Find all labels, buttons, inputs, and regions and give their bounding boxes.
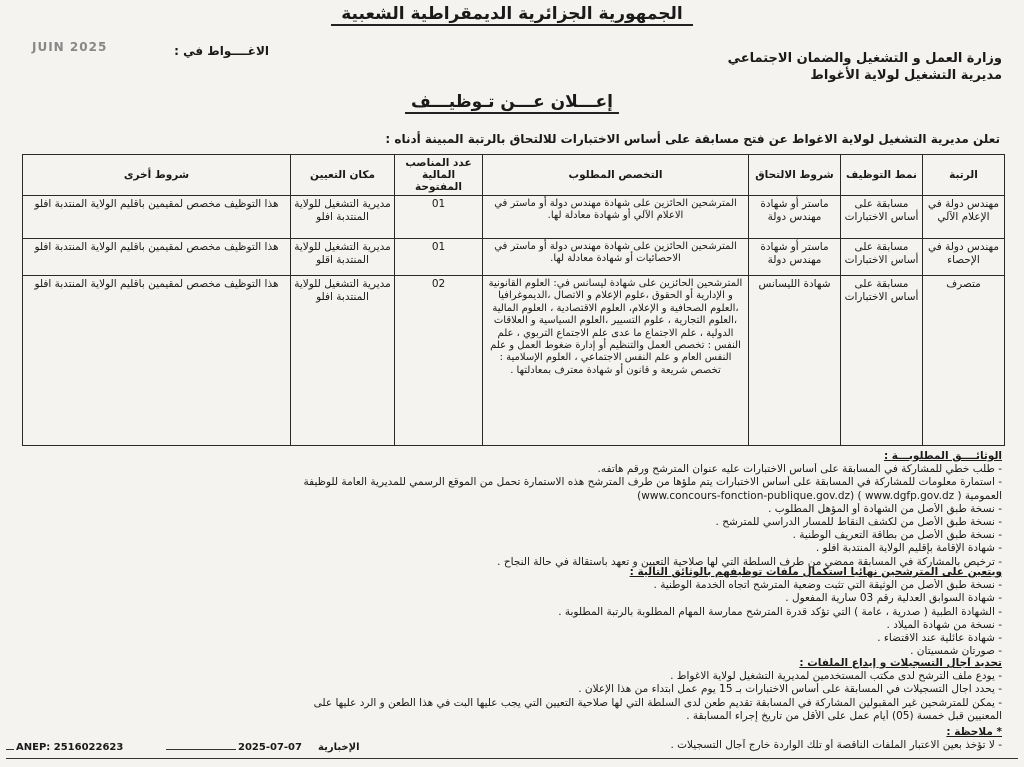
col-header-specialty: التخصص المطلوب <box>483 155 749 196</box>
cell-specialty: المترشحين الحائزين على شهادة مهندس دولة أو ماستر في الاعلام الآلي أو شهادة معادلة لها. <box>483 196 749 239</box>
positions-table <box>22 154 1005 446</box>
city-date-line: الاغــــواط في : <box>174 44 269 58</box>
list-item: - شهادة الإقامة بإقليم الولاية المنتدبة افلو . <box>815 542 1002 555</box>
section-heading: ويتعين على المترشحين نهائيا استكمال ملفات توظيفهم بالوثائق التالية : <box>629 566 1002 578</box>
cell-place: مديرية التشغيل للولاية المنتدبة افلو <box>291 196 395 239</box>
list-item: - يمكن للمترشحين غير المقبولين المشاركة في المسابقة تقديم طعن لدى السلطة التي لها صلاحية التعيين التي يجب عليها البت في هذا الطعن و الرد عليها على <box>313 696 1002 709</box>
final-documents <box>22 566 1002 658</box>
list-item: - استمارة معلومات للمشاركة في المسابقة على أساس الاختبارات يتم ملؤها من طرف المترشح هذه الاستمارة تحمل من الموقع الرسمي للمديرية العامة للوظيفة <box>303 476 1002 489</box>
list-item: - نسخة من شهادة الميلاد . <box>886 618 1002 631</box>
list-item: - الشهادة الطبية ( صدرية ، عامة ) التي تؤكد قدرة المترشح ممارسة المهام المطلوبة بالرتبة المطلوبة . <box>558 605 1002 618</box>
newspaper-name: الإخبارية <box>318 742 360 753</box>
cell-rank: مهندس دولة في الإعلام الآلي <box>923 196 1005 239</box>
date-stamp: JUIN 2025 <box>32 40 108 54</box>
table-row <box>23 196 1005 239</box>
cell-place: مديرية التشغيل للولاية المنتدبة افلو <box>291 276 395 446</box>
col-header-other: شروط أخرى <box>23 155 291 196</box>
footer <box>6 740 1018 759</box>
cell-specialty: المترشحين الحائزين على شهادة ليسانس في: العلوم القانونية و الإدارية أو الحقوق ،علوم الإعلام و الاتصال ،الديموغرافيا ،العلوم الصحافية و الإعلام، العلوم الاقتصادية ، العلوم المالية ،العلوم التجارية ، علوم التسيير ،العلوم السياسية و العلاقات الدولية ، علم الاجتماع ما عدى علم الاجتماع التربوي ، علم النفس : تخصص العمل والتنظيم أو إدارة ضغوط العمل و علم النفس العام و علم النفس الاجتماعي ، العلوم الإسلامية : تخصص شريعة و قانون أو شهادة معترف بمعادلتها . <box>483 276 749 446</box>
list-item: - صورتان شمسيتان . <box>910 645 1002 658</box>
section-heading: الوثائــــق المطلوبـــة : <box>883 450 1002 462</box>
cell-other: هذا التوظيف مخصص لمقيمين باقليم الولاية المنتدبة افلو <box>23 196 291 239</box>
cell-conditions: ماستر أو شهادة مهندس دولة <box>749 239 841 276</box>
required-documents <box>22 450 1002 569</box>
table-row <box>23 239 1005 276</box>
cell-mode: مسابقة على أساس الاختبارات <box>841 239 923 276</box>
table-header-row <box>23 155 1005 196</box>
list-item: - نسخة طبق الأصل من لكشف النقاط للمسار الدراسي للمترشح . <box>715 516 1002 529</box>
col-header-rank: الرتبة <box>923 155 1005 196</box>
page-title: إعـــلان عـــن تـوظيـــف <box>0 92 1024 112</box>
list-item: - طلب خطي للمشاركة في المسابقة على أساس الاختبارات عليه عنوان المترشح ورقم هاتفه. <box>597 463 1002 476</box>
ministry-name: وزارة العمل و التشغيل والضمان الاجتماعي <box>727 51 1002 66</box>
cell-conditions: ماستر أو شهادة مهندس دولة <box>749 196 841 239</box>
footer-rule <box>166 749 236 750</box>
list-item: - نسخة طبق الأصل من الشهادة أو المؤهل المطلوب . <box>768 502 1002 515</box>
list-item: العمومية ( www.dgfp.gov.dz ) (www.concours-fonction-publique.gov.dz) <box>637 489 1002 502</box>
cell-mode: مسابقة على أساس الاختبارات <box>841 276 923 446</box>
list-item: - يودع ملف الترشح لدى مكتب المستخدمين لمديرية التشغيل لولاية الاغواط . <box>670 670 1002 683</box>
cell-mode: مسابقة على أساس الاختبارات <box>841 196 923 239</box>
list-item: - شهادة عائلية عند الاقتضاء . <box>877 632 1002 645</box>
section-heading: تحديد آجال التسجيلات و إيداع الملفات : <box>799 657 1002 669</box>
list-item: - نسخة طبق الأصل من بطاقة التعريف الوطنية . <box>792 529 1002 542</box>
table-row <box>23 276 1005 446</box>
cell-posts: 01 <box>395 239 483 276</box>
anep-code: ANEP: 2516022623 <box>16 742 124 753</box>
footer-rule <box>6 749 14 750</box>
cell-specialty: المترشحين الحائزين على شهادة مهندس دولة أو ماستر في الاحصائيات أو شهادة معادلة لها. <box>483 239 749 276</box>
list-item: - شهادة السوابق العدلية رقم 03 سارية المفعول . <box>785 592 1002 605</box>
cell-other: هذا التوظيف مخصص لمقيمين باقليم الولاية المنتدبة افلو <box>23 276 291 446</box>
col-header-posts: عدد المناصب المالية المفتوحة <box>395 155 483 196</box>
list-item: - نسخة طبق الأصل من الوثيقة التي تثبت وضعية المترشح اتجاه الخدمة الوطنية . <box>653 579 1002 592</box>
cell-posts: 01 <box>395 196 483 239</box>
list-item: - يحدد اجال التسجيلات في المسابقة على أساس الاختبارات بـ 15 يوم عمل ابتداء من هذا الإعلان . <box>578 683 1002 696</box>
section-heading: * ملاحظة : <box>946 726 1002 738</box>
cell-conditions: شهادة الليسانس <box>749 276 841 446</box>
cell-posts: 02 <box>395 276 483 446</box>
issuing-authority <box>728 50 1002 84</box>
list-item: - ترخيص بالمشاركة في المسابقة ممضي من طرف السلطة التي لها صلاحية التعيين و تعهد باستقالة في حالة النجاح . <box>497 555 1002 568</box>
col-header-conditions: شروط الالتحاق <box>749 155 841 196</box>
directorate-name: مديرية التشغيل لولاية الأغواط <box>810 68 1002 83</box>
col-header-mode: نمط التوظيف <box>841 155 923 196</box>
cell-rank: مهندس دولة في الإحصاء <box>923 239 1005 276</box>
cell-place: مديرية التشغيل للولاية المنتدبة اقلو <box>291 239 395 276</box>
list-item: المعنيين قبل خمسة (05) أيام عمل على الأقل من تاريخ إجراء المسابقة . <box>686 709 1002 722</box>
republic-header: الجمهورية الجزائرية الديمقراطية الشعبية <box>0 4 1024 24</box>
cell-rank: متصرف <box>923 276 1005 446</box>
deposit-section <box>22 657 1002 723</box>
cell-other: هذا التوظيف مخصص لمقيمين باقليم الولاية المنتدبة افلو <box>23 239 291 276</box>
intro-text: تعلن مديرية التشغيل لولاية الاغواط عن فتح مسابقة على أساس الاختبارات للالتحاق بالرتبة المبينة أدناه : <box>385 132 1000 146</box>
list-item: - لا تؤخذ بعين الاعتبار الملفات الناقصة أو تلك الواردة خارج آجال التسجيلات . <box>670 739 1002 752</box>
col-header-place: مكان التعيين <box>291 155 395 196</box>
publication-date: 2025-07-07 <box>238 742 302 753</box>
